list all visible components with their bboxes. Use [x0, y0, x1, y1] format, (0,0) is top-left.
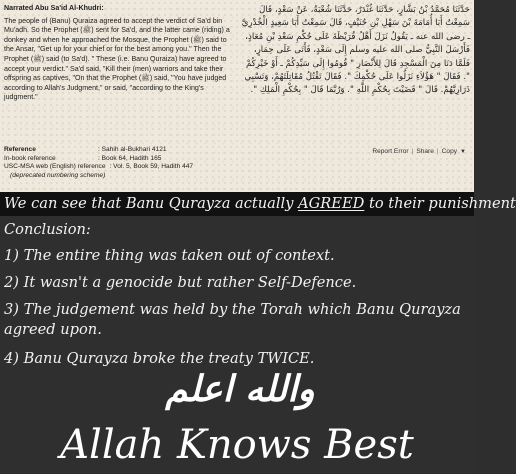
in-book-label: In-book reference — [4, 154, 56, 162]
closing-title: Allah Knows Best — [60, 422, 414, 468]
caption-text-end: to their punishment — [364, 195, 516, 212]
narrator-line: Narrated Abu Sa'id Al-Khudri: — [4, 4, 104, 12]
usc-msa-label: USC-MSA web (English) reference — [4, 163, 106, 171]
in-book-row — [4, 155, 304, 164]
caption-text: We can see that Banu Qurayza actually — [4, 195, 299, 212]
hadith-arabic-text: حَدَّثَنَا مُحَمَّدُ بْنُ بَشَّارٍ، حَدَّثَنَا غُنْدَرٌ، حَدَّثَنَا شُعْبَةُ، عَنْ سَعْدٍ، قَالَ سَمِعْتُ أَبَا أُمَامَةَ بْنَ سَهْلِ بْنِ حُنَيْفٍ، قَالَ سَمِعْتُ أَبَا سَعِيدٍ الْخُدْرِيَّ ـ رضى الله عنه ـ يَقُولُ نَزَلَ أَهْلُ قُرَيْظَةَ عَلَى حُكْمِ سَعْدِ بْنِ مُعَاذٍ، فَأَرْسَلَ النَّبِيُّ صلى الله عليه وسلم إِلَى سَعْدٍ، فَأَتَى عَلَى حِمَارٍ، فَلَمَّا دَنَا مِنَ الْمَسْجِدِ قَالَ لِلأَنْصَارِ ‏"‏ قُومُوا إِلَى سَيِّدِكُمْ ـ أَوْ خَيْرِكُمْ ‏"‏‏.‏ فَقَالَ ‏"‏ هَؤُلاَءِ نَزَلُوا عَلَى حُكْمِكَ ‏"‏‏.‏ فَقَالَ تَقْتُلُ مُقَاتِلَتَهُمْ، وَتَسْبِي ذَرَارِيَّهُمْ‏.‏ قَالَ ‏"‏ قَضَيْتَ بِحُكْمِ اللَّهِ ‏"‏‏.‏ وَرُبَّمَا قَالَ ‏"‏ بِحُكْمِ الْمَلِكِ ‏"‏‏.‏ — [241, 5, 470, 96]
report-error-link[interactable]: Report Error — [372, 148, 409, 155]
hadith-english — [4, 4, 236, 103]
link-separator: | — [411, 148, 414, 155]
arabic-closing: والله اعلم — [165, 369, 315, 410]
reference-value: : Sahih al-Bukhari 4121 — [98, 146, 167, 153]
link-separator: | — [436, 148, 439, 155]
copy-link[interactable]: Copy — [441, 148, 458, 155]
hadith-screenshot — [0, 0, 474, 192]
conclusion-point-4: 4) Banu Qurayza broke the treaty TWICE. — [4, 350, 315, 367]
hadith-arabic — [240, 4, 470, 98]
reference-label: Reference — [4, 146, 36, 153]
caption-emphasis: AGREED — [298, 195, 365, 212]
conclusion-section — [0, 216, 474, 474]
conclusion-point-1: 1) The entire thing was taken out of context. — [4, 247, 335, 264]
in-book-value: : Book 64, Hadith 165 — [98, 154, 162, 162]
conclusion-heading: Conclusion: — [4, 221, 91, 238]
usc-msa-row — [4, 163, 304, 172]
conclusion-point-2: 2) It wasn't a genocide but rather Self-Defence. — [4, 274, 357, 291]
hadith-english-text: The people of (Banu) Quraiza agreed to accept the verdict of Sa'd bin Mu'adh. So the Prophet (ﷺ) sent for Sa'd, and the latter came (riding) a donkey and when he approached the Mosque, the Prophet (ﷺ) said to the Ansar, "Get up for your chief or for the best among you." Then the Prophet (ﷺ) said (to Sa'd). " These (i.e. Banu Quraiza) have agreed to accept your verdict." Sa'd said, "Kill their (men) warriors and take their offspring as captives, "On that the Prophet (ﷺ) said, "You have judged according to Allah's Judgment," or said, "according to the King's judgment." — [4, 16, 230, 102]
share-link[interactable]: Share — [416, 148, 434, 155]
caption-strip — [0, 192, 516, 216]
deprecated-note: (deprecated numbering scheme) — [10, 171, 106, 179]
conclusion-point-3: 3) The judgement was held by the Torah which Banu Qurayza agreed upon. — [4, 301, 461, 338]
hadith-links — [372, 148, 466, 155]
reference-row — [4, 146, 304, 155]
usc-msa-value: : Vol. 5, Book 59, Hadith 447 — [109, 163, 194, 171]
chevron-down-icon[interactable]: ▼ — [460, 148, 466, 155]
hadith-references — [4, 146, 304, 180]
